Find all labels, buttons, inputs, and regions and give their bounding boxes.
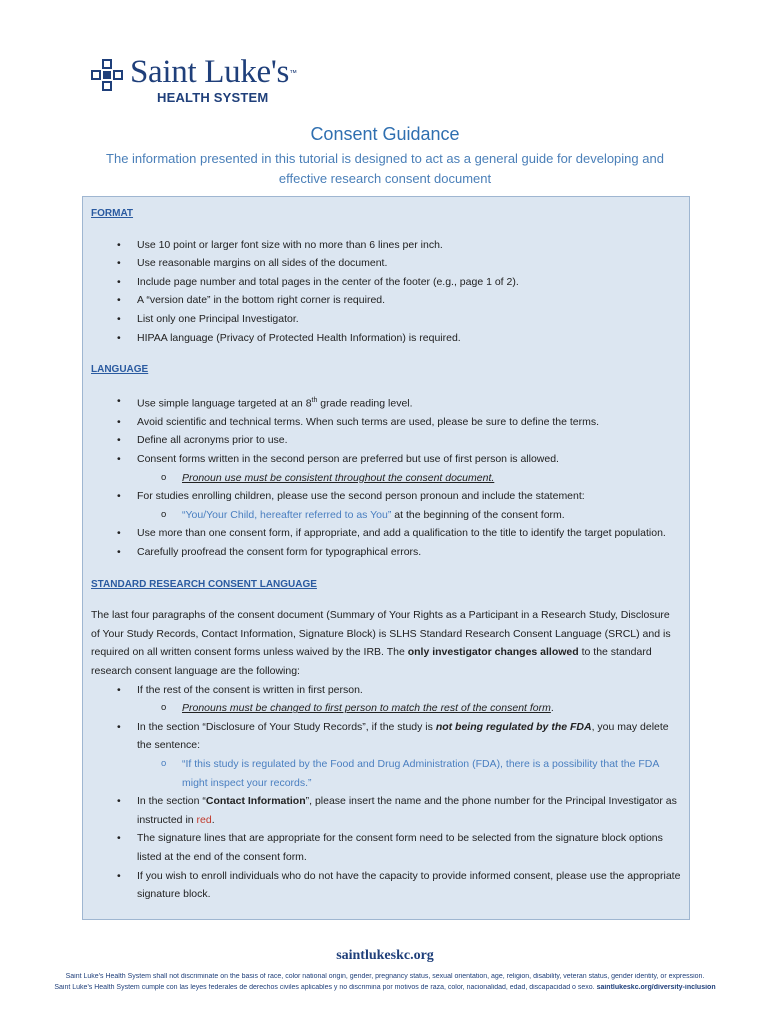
guidance-box [82,196,690,920]
footer-website-link[interactable]: saintlukeskc.org [336,948,434,963]
list-item: • Use simple language targeted at an 8th grade reading level. [91,392,681,413]
list-item: • Define all acronyms prior to use. [91,431,681,450]
list-item: • Use 10 point or larger font size with no more than 6 lines per inch. [91,236,681,255]
page-subtitle: The information presented in this tutorial is designed to act as a general guide for developing and effective research consent document [106,151,664,186]
list-item: • List only one Principal Investigator. [91,310,681,329]
list-item: • In the section “Disclosure of Your Study Records”, if the study is not being regulated by the FDA, you may delete the sentence: [91,718,681,755]
sub-list-item: o “If this study is regulated by the Food and Drug Administration (FDA), there is a possibility that the FDA might inspect your records.” [91,755,681,792]
list-item: • Carefully proofread the consent form for typographical errors. [91,543,681,562]
language-list [91,392,681,562]
footer-nondiscrimination-en: Saint Luke's Health System shall not discriminate on the basis of race, color national origin, gender, pregnancy status, sexual orientation, age, religion, disability, veteran status, gender identity, or expression. [65,973,705,980]
logo-subtitle: HEALTH SYSTEM [157,90,269,105]
srcl-heading: STANDARD RESEARCH CONSENT LANGUAGE [91,578,317,590]
logo-name: Saint Luke's [130,54,290,90]
saint-lukes-cross-icon [90,58,124,92]
format-list [91,236,681,348]
list-item: • A “version date” in the bottom right corner is required. [91,291,681,310]
list-item: • Consent forms written in the second person are preferred but use of first person is allowed. [91,450,681,469]
list-item: • Include page number and total pages in the center of the footer (e.g., page 1 of 2). [91,273,681,292]
list-item: • Use reasonable margins on all sides of the document. [91,254,681,273]
logo-trademark: ™ [289,68,298,78]
list-item: • Use more than one consent form, if appropriate, and add a qualification to the title to identify the target population. [91,524,681,543]
sub-list-item: o Pronoun use must be consistent throughout the consent document. [91,469,681,488]
list-item: • HIPAA language (Privacy of Protected Health Information) is required. [91,329,681,348]
sub-list-item: o “You/Your Child, hereafter referred to as You” at the beginning of the consent form. [91,506,681,525]
list-item: • In the section “Contact Information”, please insert the name and the phone number for the Principal Investigator as instructed in red. [91,792,681,829]
list-item: • Avoid scientific and technical terms. When such terms are used, please be sure to define the terms. [91,413,681,432]
language-heading: LANGUAGE [91,364,149,376]
footer-nondiscrimination-es: Saint Luke's Health System cumple con las leyes federales de derechos civiles aplicables y no discrimina por motivos de raza, color, nacionalidad, edad, discapacidad o sexo. saintlukeskc.org/diversity-inclusion [54,984,716,991]
list-item: • If the rest of the consent is written in first person. [91,681,681,700]
list-item: • The signature lines that are appropriate for the consent form need to be selected from the signature block options listed at the end of the consent form. [91,829,681,866]
srcl-list [91,681,681,904]
page-title: Consent Guidance [310,124,460,144]
format-heading: FORMAT [91,208,134,219]
list-item: • For studies enrolling children, please use the second person pronoun and include the statement: [91,487,681,506]
srcl-paragraph: The last four paragraphs of the consent document (Summary of Your Rights as a Participant in a Research Study, Disclosure of Your Study Records, Contact Information, Signature Block) is SLHS Standard Research Consent Language (SRCL) and is required on all written consent forms unless waived by the IRB. The only investigator changes allowed to the standard research consent language are the following: [91,609,671,677]
sub-list-item: o Pronouns must be changed to first person to match the rest of the consent form. [91,699,681,718]
footer-diversity-link[interactable]: saintlukeskc.org/diversity-inclusion [596,984,716,991]
list-item: • If you wish to enroll individuals who do not have the capacity to provide informed consent, please use the appropriate signature block. [91,867,681,904]
logo [90,56,297,104]
